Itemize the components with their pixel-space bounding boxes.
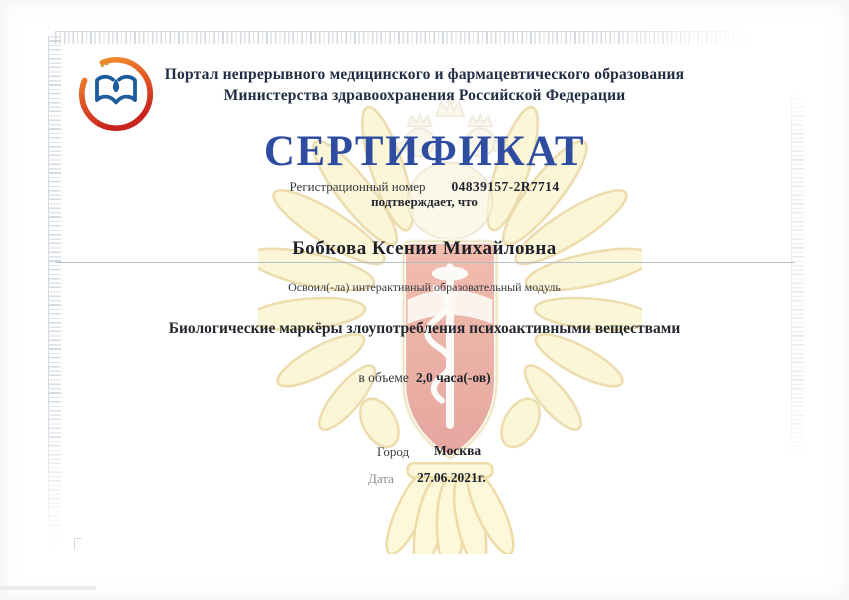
registration-number-value: 04839157-2R7714 [451, 179, 560, 194]
city-label: Город [377, 444, 410, 459]
registration-number-row [30, 179, 819, 195]
volume-value: 2,0 часа(-ов) [415, 370, 491, 385]
registration-number-label: Регистрационный номер [289, 179, 426, 194]
module-title: Биологические маркёры злоупотребления психоактивными веществами [168, 320, 681, 337]
date-value: 27.06.2021г. [417, 470, 486, 485]
org-name-line2: Министерства здравоохранения Российской Федерации [223, 87, 626, 104]
scan-artifact-mark [74, 538, 82, 550]
meander-border-left [48, 36, 61, 561]
date-label: Дата [368, 471, 394, 486]
scan-artifact-streak [0, 586, 96, 590]
city-value: Москва [434, 443, 482, 458]
recipient-name: Бобкова Ксения Михайловна [292, 238, 557, 259]
confirms-text: подтверждает, что [371, 194, 478, 209]
org-name-line1: Портал непрерывного медицинского и фармацевтического образования [164, 66, 685, 83]
volume-label: в объеме [358, 370, 409, 385]
volume-row [30, 370, 819, 386]
meander-border-top [55, 31, 760, 44]
recipient-name-underline [55, 262, 795, 263]
certificate-title: СЕРТИФИКАТ [263, 128, 586, 175]
completion-text: Освоил(-ла) интерактивный образовательный модуль [288, 280, 561, 294]
